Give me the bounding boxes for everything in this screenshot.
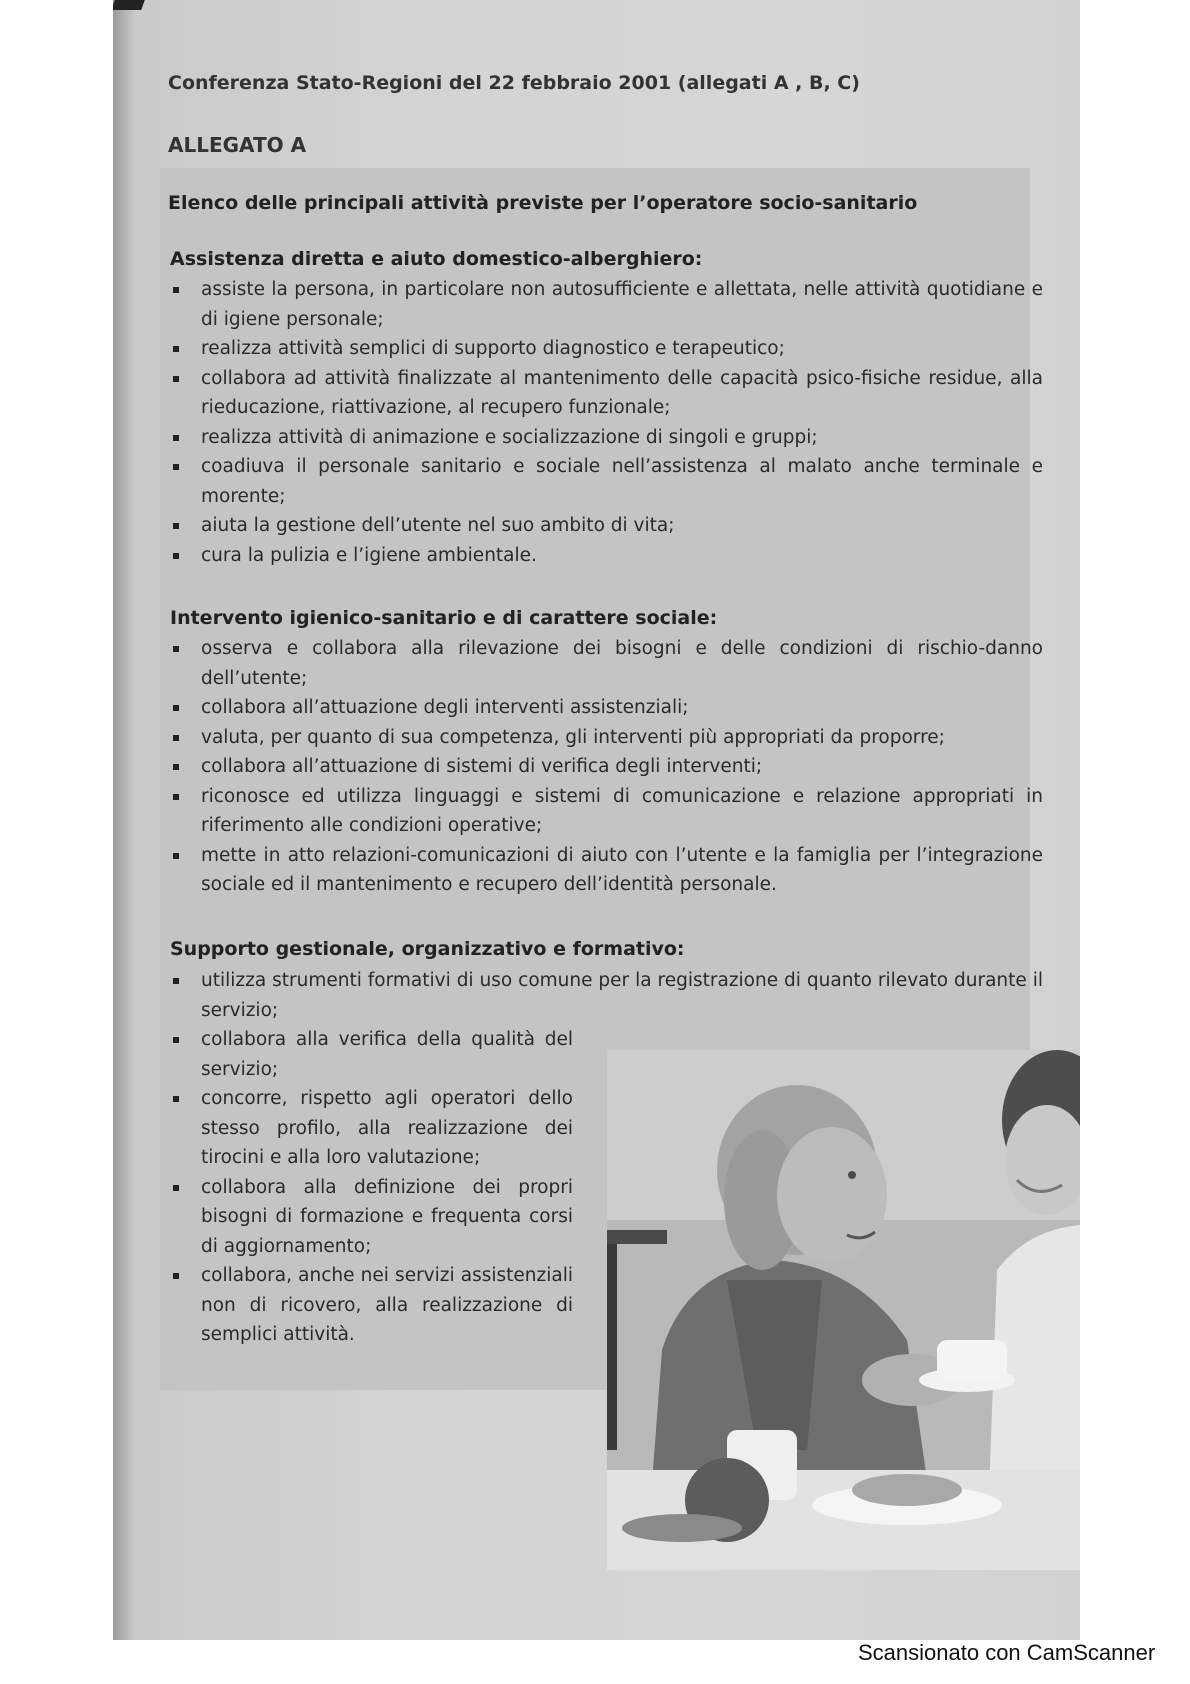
camscanner-watermark: Scansionato con CamScanner (858, 1640, 1156, 1665)
list-item: realizza attività semplici di supporto diagnostico e terapeutico; (170, 334, 1043, 364)
list-supporto-narrow (170, 1025, 573, 1350)
list-item: utilizza strumenti formativi di uso comune per la registrazione di quanto rilevato durante il servizio; (170, 966, 1043, 1025)
box-title: Elenco delle principali attività previste per l’operatore socio-sanitario (168, 192, 918, 214)
list-assistenza (170, 275, 1043, 570)
list-item: coadiuva il personale sanitario e sociale nell’assistenza al malato anche terminale e morente; (170, 452, 1043, 511)
section-title-assistenza: Assistenza diretta e aiuto domestico-alberghiero: (170, 248, 703, 270)
list-supporto-full (170, 966, 1043, 1025)
list-item: collabora, anche nei servizi assistenziali non di ricovero, alla realizzazione di semplici attività. (170, 1261, 573, 1350)
list-item: collabora alla verifica della qualità del servizio; (170, 1025, 573, 1084)
section-title-intervento: Intervento igienico-sanitario e di carattere sociale: (170, 607, 718, 629)
list-item: assiste la persona, in particolare non autosufficiente e allettata, nelle attività quotidiane e di igiene personale; (170, 275, 1043, 334)
list-item: valuta, per quanto di sua competenza, gli interventi più appropriati da proporre; (170, 723, 1043, 753)
scanned-page (113, 0, 1080, 1640)
list-item: collabora all’attuazione di sistemi di verifica degli interventi; (170, 752, 1043, 782)
list-item: mette in atto relazioni-comunicazioni di aiuto con l’utente e la famiglia per l’integrazione sociale ed il mantenimento e recupero dell’identità personale. (170, 841, 1043, 900)
document-header: Conferenza Stato-Regioni del 22 febbraio 2001 (allegati A , B, C) (168, 72, 860, 94)
list-intervento (170, 634, 1043, 900)
list-item: collabora alla definizione dei propri bisogni di formazione e frequenta corsi di aggiornamento; (170, 1173, 573, 1262)
list-item: collabora all’attuazione degli interventi assistenziali; (170, 693, 1043, 723)
photo-elderly-woman-with-caregiver (607, 1050, 1080, 1570)
corner-mark (113, 0, 145, 10)
list-item: concorre, rispetto agli operatori dello stesso profilo, alla realizzazione dei tirocini e alla loro valutazione; (170, 1084, 573, 1173)
section-title-supporto: Supporto gestionale, organizzativo e formativo: (170, 938, 685, 960)
list-item: aiuta la gestione dell’utente nel suo ambito di vita; (170, 511, 1043, 541)
list-item: cura la pulizia e l’igiene ambientale. (170, 541, 1043, 571)
photo-illustration (607, 1050, 1080, 1570)
list-item: osserva e collabora alla rilevazione dei bisogni e delle condizioni di rischio-danno dell’utente; (170, 634, 1043, 693)
list-item: riconosce ed utilizza linguaggi e sistemi di comunicazione e relazione appropriati in riferimento alle condizioni operative; (170, 782, 1043, 841)
allegato-heading: ALLEGATO A (168, 133, 307, 157)
list-item: collabora ad attività finalizzate al mantenimento delle capacità psico-fisiche residue, alla rieducazione, riattivazione, al recupero funzionale; (170, 364, 1043, 423)
list-item: realizza attività di animazione e socializzazione di singoli e gruppi; (170, 423, 1043, 453)
page-binding-shadow (113, 0, 135, 1640)
